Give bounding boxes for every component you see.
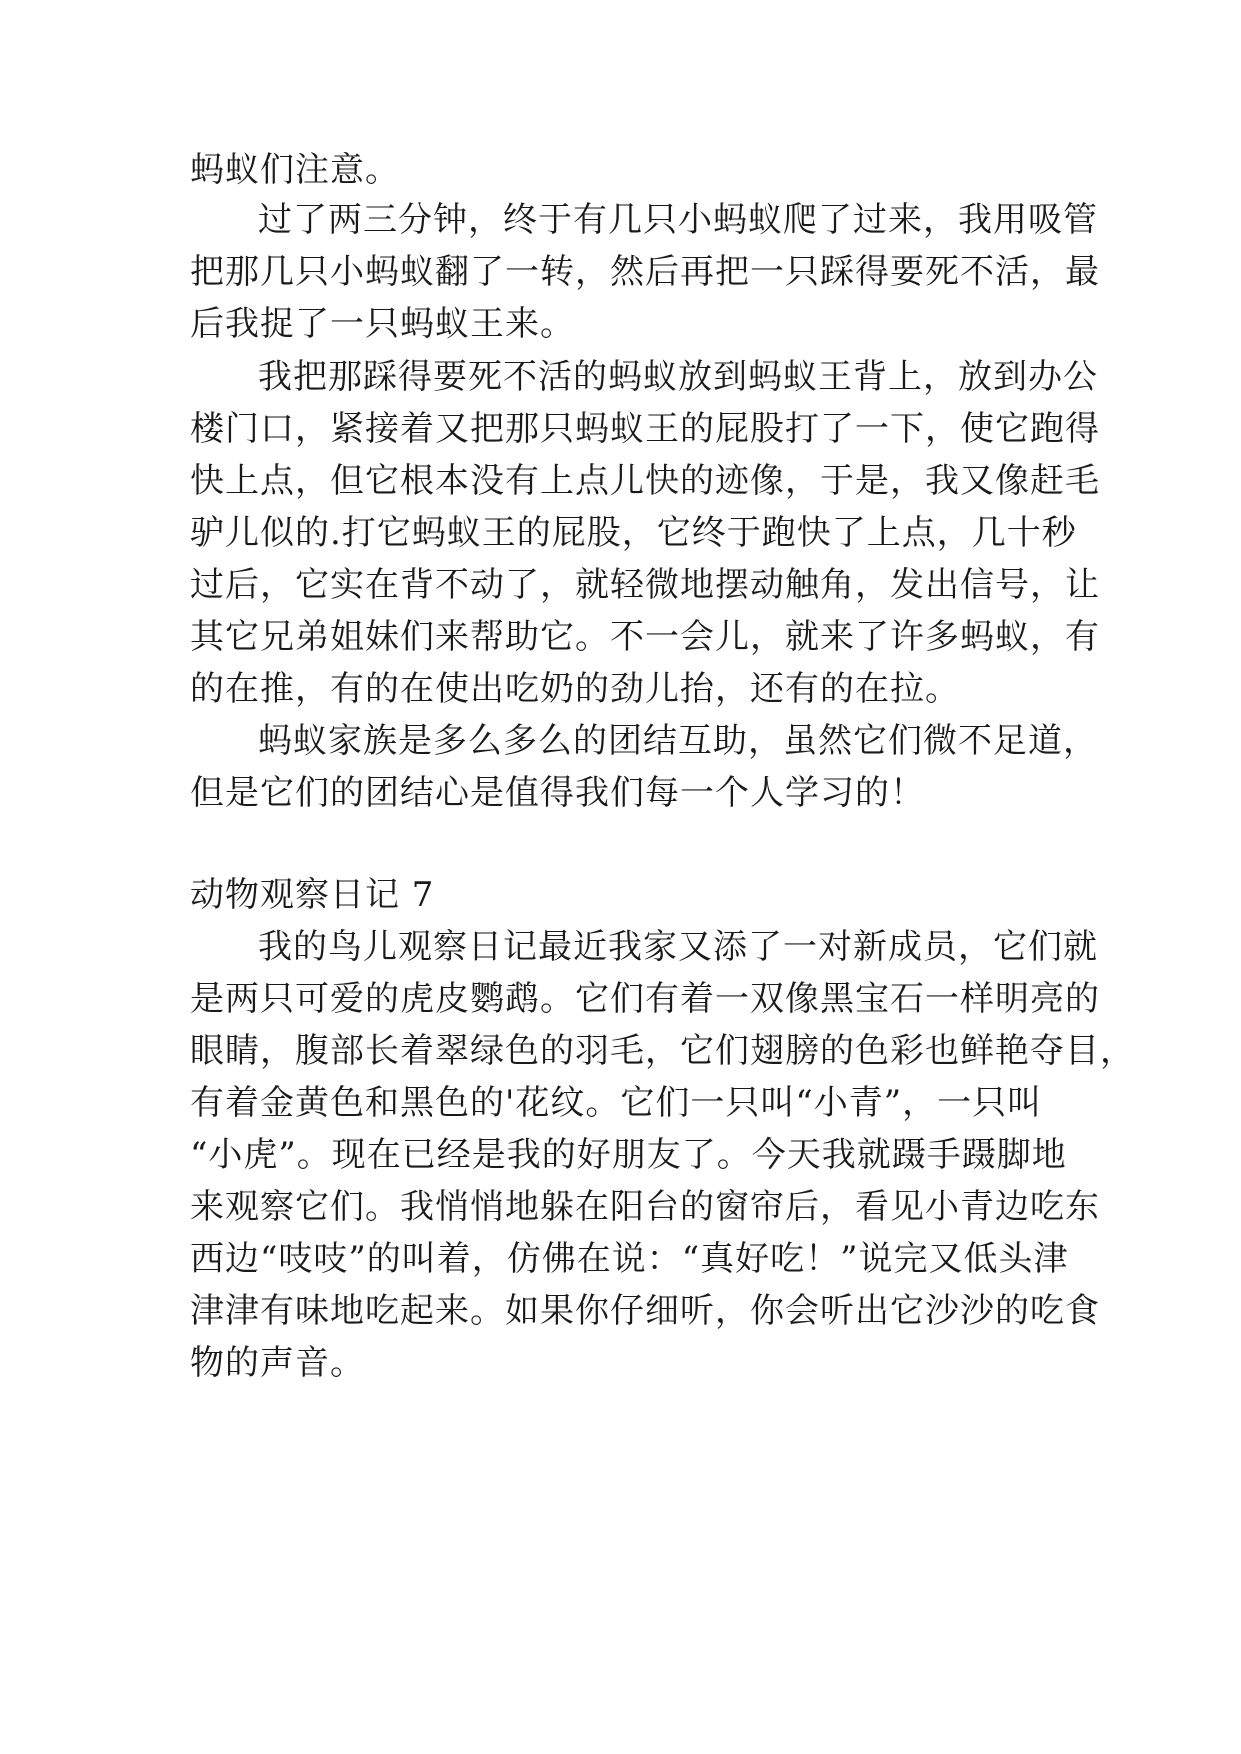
paragraph-line: 过后，它实在背不动了，就轻微地摆动触角，发出信号，让 <box>190 565 1100 605</box>
paragraph-line: 快上点，但它根本没有上点儿快的迹像，于是，我又像赶毛 <box>190 461 1100 501</box>
paragraph-line: 蚂蚁们注意。 <box>190 150 400 190</box>
paragraph-line: 楼门口，紧接着又把那只蚂蚁王的屁股打了一下，使它跑得 <box>190 409 1100 449</box>
paragraph-line: 眼睛，腹部长着翠绿色的羽毛，它们翅膀的色彩也鲜艳夺目， <box>190 1031 1135 1071</box>
paragraph-line: 来观察它们。我悄悄地躲在阳台的窗帘后，看见小青边吃东 <box>190 1187 1100 1227</box>
paragraph-line: 物的声音。 <box>190 1343 365 1383</box>
paragraph-line: 西边“吱吱”的叫着，仿佛在说：“真好吃！”说完又低头津 <box>190 1239 1069 1279</box>
paragraph-line: 我把那踩得要死不活的蚂蚁放到蚂蚁王背上，放到办公 <box>258 357 1098 397</box>
paragraph-line: 是两只可爱的虎皮鹦鹉。它们有着一双像黑宝石一样明亮的 <box>190 979 1100 1019</box>
paragraph-line: 过了两三分钟，终于有几只小蚂蚁爬了过来，我用吸管 <box>258 200 1098 240</box>
paragraph-line: 津津有味地吃起来。如果你仔细听，你会听出它沙沙的吃食 <box>190 1291 1100 1331</box>
paragraph-line: “小虎”。现在已经是我的好朋友了。今天我就蹑手蹑脚地 <box>190 1135 1067 1175</box>
paragraph-line: 把那几只小蚂蚁翻了一转，然后再把一只踩得要死不活，最 <box>190 252 1100 292</box>
paragraph-line: 蚂蚁家族是多么多么的团结互助，虽然它们微不足道， <box>258 721 1098 761</box>
paragraph-line: 后我捉了一只蚂蚁王来。 <box>190 304 575 344</box>
paragraph-line: 驴儿似的.打它蚂蚁王的屁股，它终于跑快了上点，几十秒 <box>190 513 1077 553</box>
section-heading: 动物观察日记 7 <box>190 875 435 915</box>
paragraph-line: 其它兄弟姐妹们来帮助它。不一会儿，就来了许多蚂蚁，有 <box>190 617 1100 657</box>
paragraph-line: 有着金黄色和黑色的'花纹。它们一只叫“小青”，一只叫 <box>190 1083 1043 1123</box>
paragraph-line: 的在推，有的在使出吃奶的劲儿抬，还有的在拉。 <box>190 669 960 709</box>
paragraph-line: 但是它们的团结心是值得我们每一个人学习的！ <box>190 773 925 813</box>
paragraph-line: 我的鸟儿观察日记最近我家又添了一对新成员，它们就 <box>258 927 1098 967</box>
